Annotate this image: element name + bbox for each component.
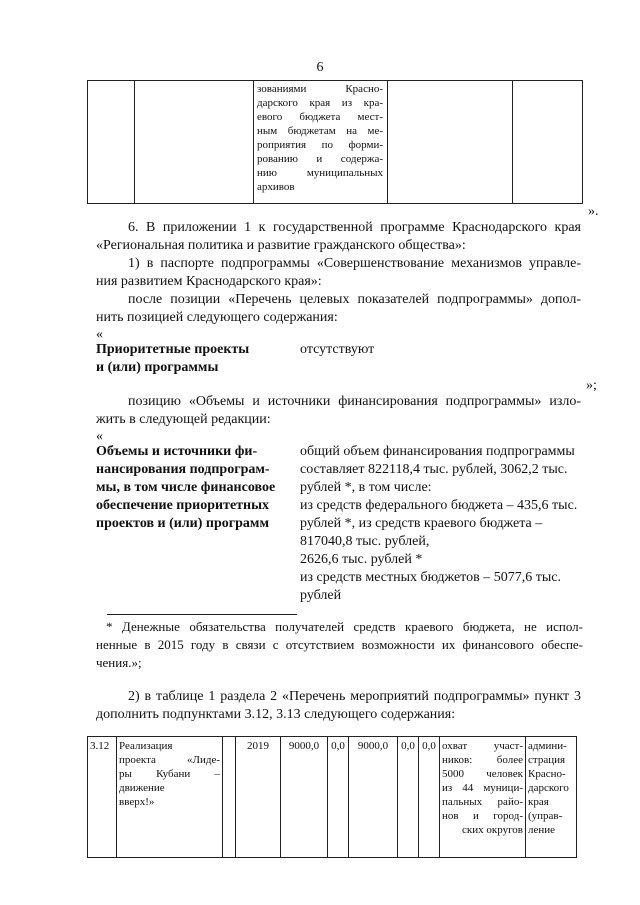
text-line: дарского края из кра- [257, 97, 383, 109]
table-cell [135, 81, 254, 204]
item-6-paragraph: 6. В приложении 1 к государственной программе Краснодарского края «Региональная политика и развитие гражданского общества»: [96, 220, 581, 253]
measure-description-cell [254, 81, 388, 204]
financing-value: общий объем финансирования подпрограммы составляет 822118,4 тыс. рублей, 3062,2 тыс. рублей *, в том числе: из средств федерального бюджета – 435,6 тыс. рублей *, из средств краевого бюджета – 817040,8 тыс. рублей, 2626,6 тыс. рублей * из средств местных бюджетов – 5077,6 тыс. рублей [300, 444, 578, 603]
total-cell: 9000,0 [281, 737, 328, 858]
financing-label: Объемы и источники фи- нансирования подпрограм- мы, в том числе финансовое обеспечение приоритетных проектов и (или) программ [96, 444, 276, 531]
table-cell [388, 81, 513, 204]
opening-quote: « [96, 327, 103, 342]
text-line: архивов [257, 181, 295, 193]
continued-table [87, 80, 583, 204]
closing-quote: ». [588, 204, 599, 219]
footnote-separator [107, 614, 297, 615]
text-line: ным бюджетам на ме- [257, 125, 383, 137]
closing-quote: »; [586, 378, 597, 393]
regional-cell: 9000,0 [349, 737, 398, 858]
year-cell: 2019 [236, 737, 281, 858]
table-cell [513, 81, 583, 204]
measure-name-cell: Реализация проекта «Лиде- ры Кубани – движение вверх!» [117, 737, 223, 858]
subitem-1-paragraph: 1) в паспорте подпрограммы «Совершенствование механизмов управле- ния развитием Краснодарского края»: [96, 256, 581, 289]
table-row [88, 737, 577, 858]
priority-projects-label: Приоритетные проекты и (или) программы [96, 342, 250, 375]
text-line: зованиями Красно- [257, 83, 383, 95]
executor-cell: админи- страция Красно- дарского края (управ- ление [526, 737, 577, 858]
page-number: 6 [316, 60, 324, 75]
position-paragraph: позицию «Объемы и источники финансирования подпрограммы» изло- жить в следующей редакции: [96, 394, 581, 427]
result-cell: охват участ- ников: более 5000 человек из 44 муници- пальных райо- нов и город- ских округов [440, 737, 526, 858]
after-position-paragraph: после позиции «Перечень целевых показателей подпрограммы» допол- нить позицией следующего содержания: [96, 292, 581, 325]
item-number-cell: 3.12 [88, 737, 117, 858]
text-line: нию муниципальных [257, 167, 383, 179]
opening-quote: « [96, 429, 103, 444]
other-cell: 0,0 [419, 737, 440, 858]
subitem-2-paragraph: 2) в таблице 1 раздела 2 «Перечень мероприятий подпрограммы» пункт 3 дополнить подпунктами 3.12, 3.13 следующего содержания: [96, 689, 581, 722]
table-cell [223, 737, 236, 858]
text-line: евого бюджета мест- [257, 111, 383, 123]
priority-projects-value: отсутствуют [300, 342, 375, 357]
text-line: роприятия по форми- [257, 139, 383, 151]
local-cell: 0,0 [398, 737, 419, 858]
footnote: * Денежные обязательства получателей средств краевого бюджета, не испол- ненные в 2015 году в связи с отсутствием возможности их финансового обеспе- чения.»; [96, 619, 583, 670]
table-cell [88, 81, 135, 204]
measures-table [87, 736, 577, 858]
federal-cell: 0,0 [328, 737, 349, 858]
text-line: рованию и содержа- [257, 153, 383, 165]
